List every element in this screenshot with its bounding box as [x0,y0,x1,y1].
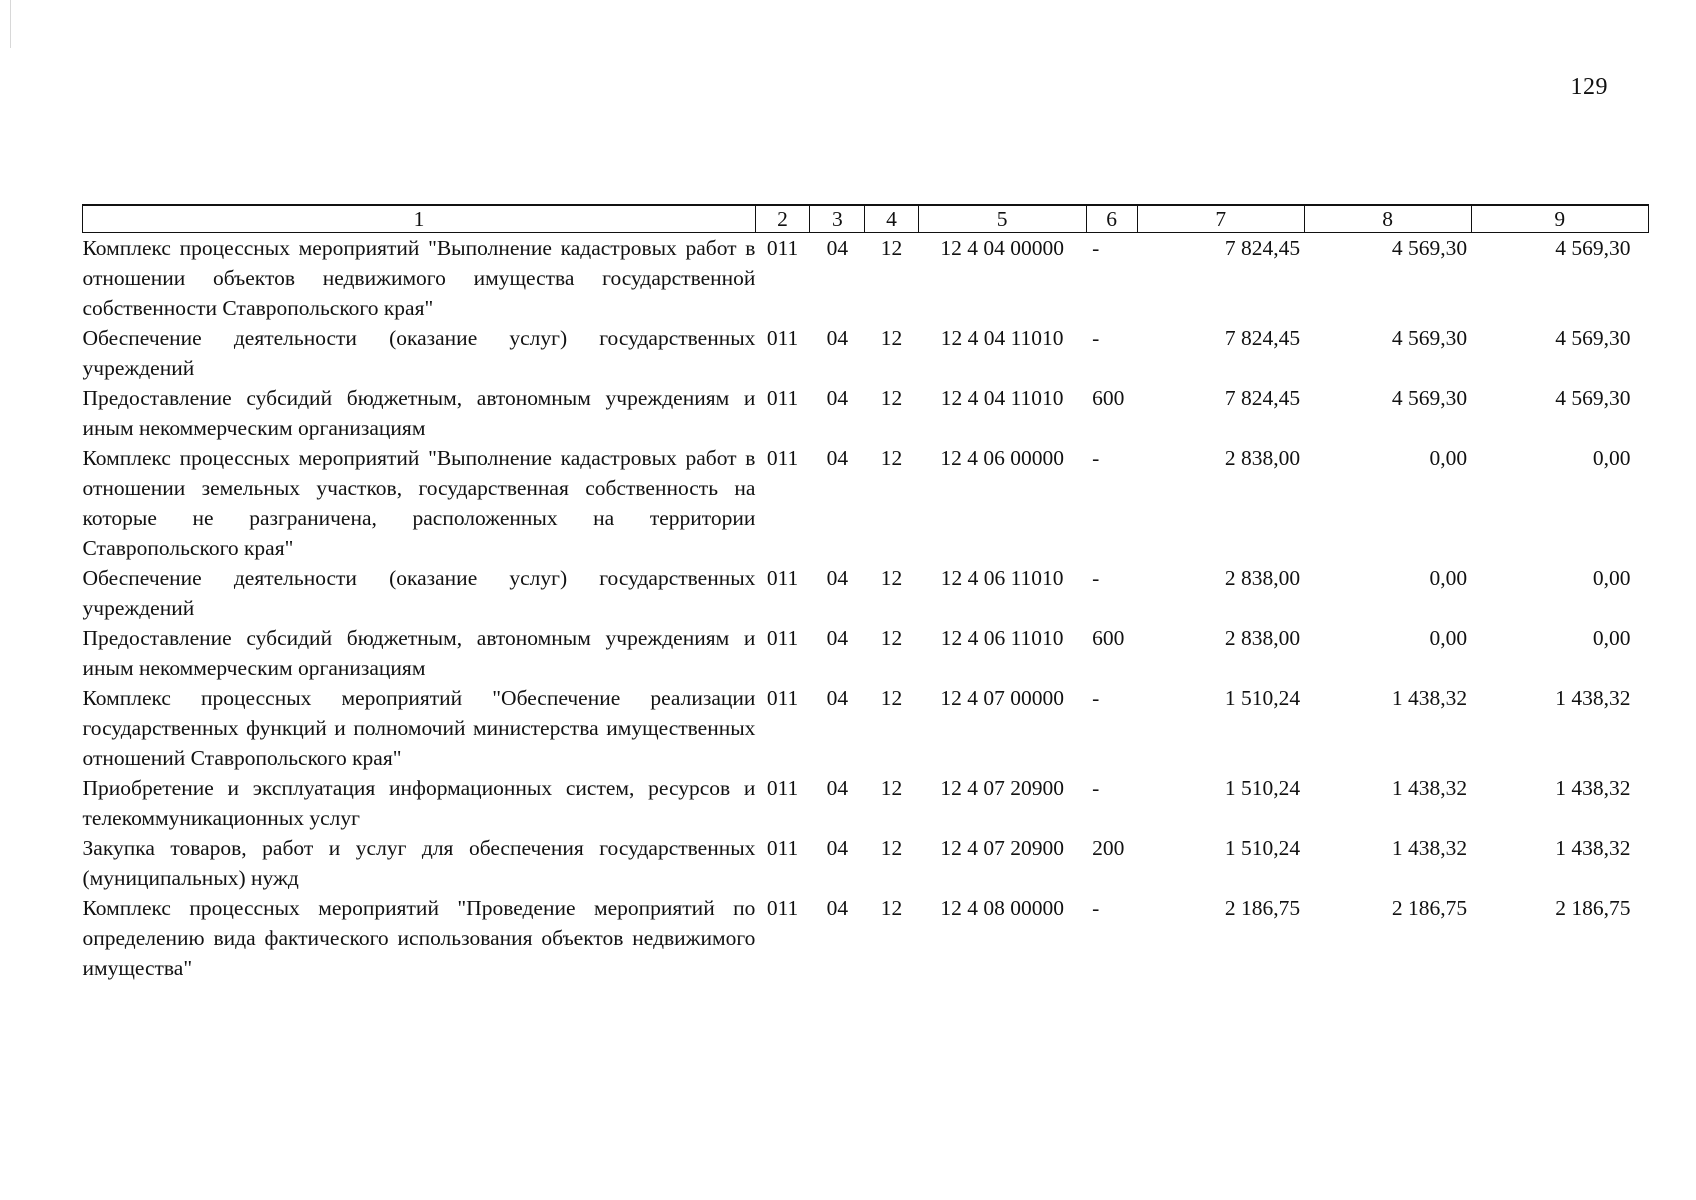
table-row [83,563,1649,623]
row-amount-col9: 0,00 [1592,566,1631,590]
row-amount-col9: 0,00 [1592,446,1631,470]
row-amount-col9: 2 186,75 [1555,896,1631,920]
row-admin-code: 011 [766,386,799,410]
row-admin-code: 011 [766,776,799,800]
header-col-6: 6 [1086,205,1137,233]
row-admin-code: 011 [766,326,799,350]
row-expense-type: - [1092,686,1100,710]
header-col-4: 4 [865,205,918,233]
row-amount-col7: 1 510,24 [1224,776,1301,800]
row-expense-type: - [1092,776,1100,800]
header-row [83,205,1649,233]
row-subsection-code: 12 [880,686,903,710]
row-amount-col9: 1 438,32 [1555,686,1631,710]
row-description: Обеспечение деятельности (оказание услуг) государственных учреждений [82,566,756,620]
row-amount-col9: 4 569,30 [1555,236,1631,260]
row-expense-type: - [1092,896,1100,920]
row-target-article: 12 4 06 00000 [940,446,1064,470]
row-amount-col7: 7 824,45 [1224,386,1301,410]
row-admin-code: 011 [766,236,799,260]
row-amount-col7: 7 824,45 [1224,236,1301,260]
header-col-5: 5 [918,205,1086,233]
row-admin-code: 011 [766,686,799,710]
row-section-code: 04 [826,446,849,470]
row-amount-col7: 7 824,45 [1224,326,1301,350]
row-admin-code: 011 [766,566,799,590]
row-expense-type: 200 [1092,836,1125,860]
row-subsection-code: 12 [880,626,903,650]
budget-table [82,204,1649,983]
table-row [83,773,1649,833]
row-description: Приобретение и эксплуатация информационных систем, ресурсов и телекоммуникационных услуг [82,776,756,830]
row-amount-col9: 4 569,30 [1555,386,1631,410]
row-description: Обеспечение деятельности (оказание услуг) государственных учреждений [82,326,756,380]
scan-edge-mark [10,0,11,48]
table-row [83,443,1649,563]
table-header [83,205,1649,233]
row-subsection-code: 12 [880,836,903,860]
row-admin-code: 011 [766,446,799,470]
row-description: Комплекс процессных мероприятий "Выполнение кадастровых работ в отношении объектов недвижимого имущества государственной собственности Ставропольского края" [82,236,756,320]
row-amount-col8: 4 569,30 [1391,236,1468,260]
row-section-code: 04 [826,836,849,860]
row-target-article: 12 4 08 00000 [940,896,1064,920]
header-col-9: 9 [1471,205,1648,233]
row-description: Комплекс процессных мероприятий "Выполнение кадастровых работ в отношении земельных участков, государственная собственность на которые не разграничена, расположенных на территории Ставропольского края" [82,446,756,560]
row-section-code: 04 [826,326,849,350]
header-col-3: 3 [810,205,865,233]
row-target-article: 12 4 06 11010 [940,566,1064,590]
row-subsection-code: 12 [880,776,903,800]
row-section-code: 04 [826,896,849,920]
row-admin-code: 011 [766,836,799,860]
row-description: Предоставление субсидий бюджетным, автономным учреждениям и иным некоммерческим организациям [82,626,756,680]
page-number: 129 [1570,74,1608,100]
row-section-code: 04 [826,626,849,650]
table-row [83,323,1649,383]
table-row [83,233,1649,324]
table-body [83,233,1649,984]
row-amount-col8: 0,00 [1429,446,1468,470]
row-description: Комплекс процессных мероприятий "Проведение мероприятий по определению вида фактического использования объектов недвижимого имущества" [82,896,756,980]
row-description: Закупка товаров, работ и услуг для обеспечения государственных (муниципальных) нужд [82,836,756,890]
table-row [83,893,1649,983]
row-description: Комплекс процессных мероприятий "Обеспечение реализации государственных функций и полномочий министерства имущественных отношений Ставропольского края" [82,686,756,770]
header-col-7: 7 [1137,205,1304,233]
row-amount-col7: 2 838,00 [1224,626,1301,650]
row-amount-col8: 0,00 [1429,566,1468,590]
row-section-code: 04 [826,686,849,710]
row-subsection-code: 12 [880,446,903,470]
row-expense-type: 600 [1092,626,1125,650]
row-subsection-code: 12 [880,236,903,260]
table-row [83,623,1649,683]
row-amount-col9: 1 438,32 [1555,776,1631,800]
row-amount-col9: 4 569,30 [1555,326,1631,350]
row-expense-type: - [1092,236,1100,260]
row-amount-col8: 4 569,30 [1391,326,1468,350]
table-row [83,833,1649,893]
row-target-article: 12 4 07 00000 [940,686,1064,710]
row-amount-col8: 4 569,30 [1391,386,1468,410]
row-amount-col7: 2 186,75 [1224,896,1301,920]
header-col-1: 1 [83,205,756,233]
row-section-code: 04 [826,776,849,800]
row-section-code: 04 [826,566,849,590]
row-amount-col7: 2 838,00 [1224,446,1301,470]
header-col-2: 2 [755,205,809,233]
row-section-code: 04 [826,236,849,260]
row-expense-type: 600 [1092,386,1125,410]
row-description: Предоставление субсидий бюджетным, автономным учреждениям и иным некоммерческим организациям [82,386,756,440]
row-amount-col7: 2 838,00 [1224,566,1301,590]
row-amount-col8: 1 438,32 [1391,836,1468,860]
row-amount-col9: 0,00 [1592,626,1631,650]
row-amount-col7: 1 510,24 [1224,686,1301,710]
row-section-code: 04 [826,386,849,410]
row-subsection-code: 12 [880,896,903,920]
row-subsection-code: 12 [880,566,903,590]
row-amount-col9: 1 438,32 [1555,836,1631,860]
row-amount-col8: 0,00 [1429,626,1468,650]
row-admin-code: 011 [766,626,799,650]
row-expense-type: - [1092,326,1100,350]
row-admin-code: 011 [766,896,799,920]
row-target-article: 12 4 04 11010 [940,326,1064,350]
table-row [83,683,1649,773]
table-row [83,383,1649,443]
row-subsection-code: 12 [880,326,903,350]
row-target-article: 12 4 04 11010 [940,386,1064,410]
row-target-article: 12 4 07 20900 [940,776,1064,800]
row-target-article: 12 4 04 00000 [940,236,1064,260]
row-subsection-code: 12 [880,386,903,410]
row-expense-type: - [1092,446,1100,470]
row-target-article: 12 4 07 20900 [940,836,1064,860]
row-amount-col7: 1 510,24 [1224,836,1301,860]
row-amount-col8: 1 438,32 [1391,686,1468,710]
row-target-article: 12 4 06 11010 [940,626,1064,650]
row-amount-col8: 1 438,32 [1391,776,1468,800]
row-amount-col8: 2 186,75 [1391,896,1468,920]
row-expense-type: - [1092,566,1100,590]
header-col-8: 8 [1304,205,1471,233]
